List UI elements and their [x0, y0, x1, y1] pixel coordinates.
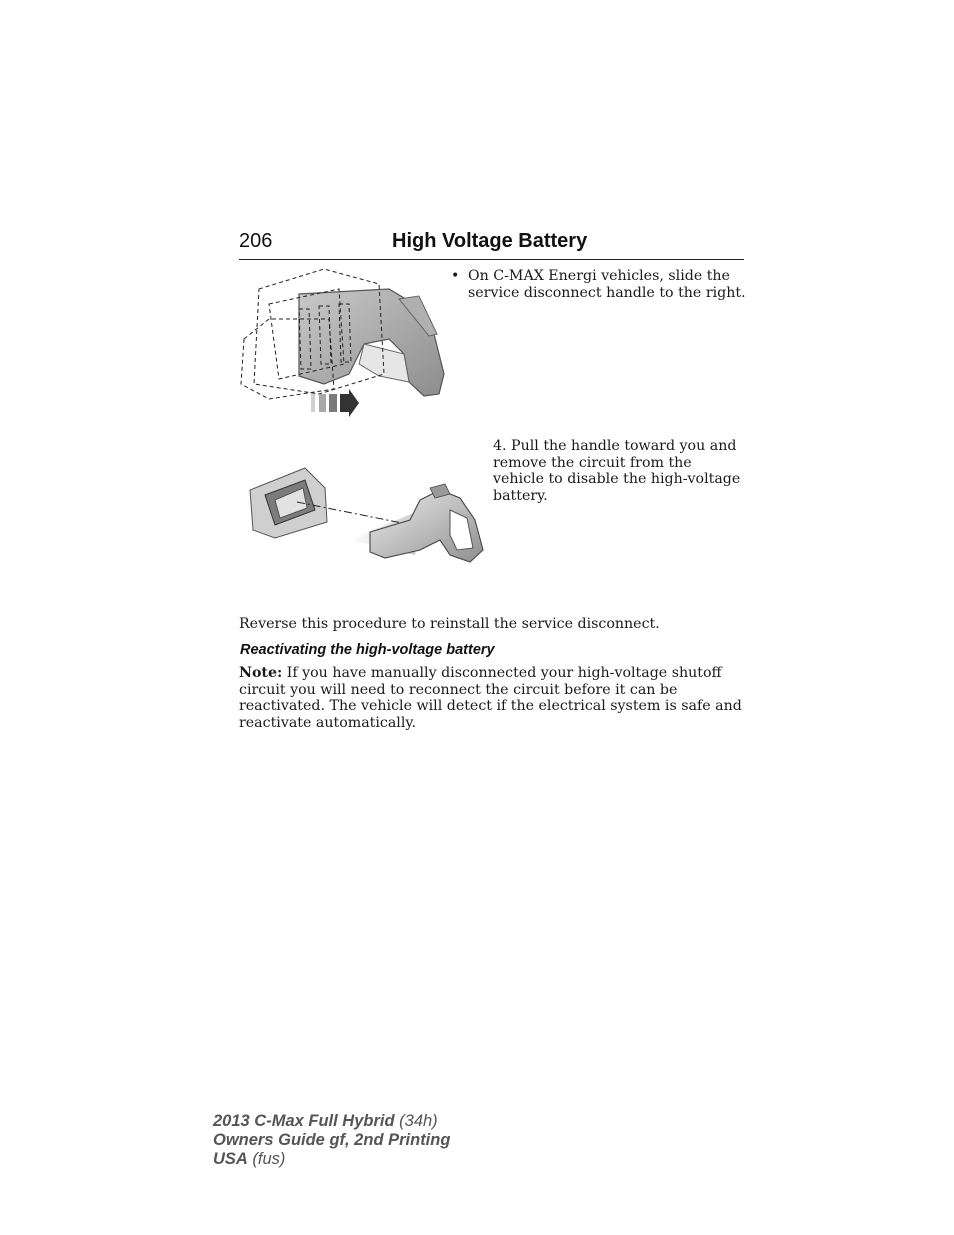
footer-market-code: (fus) [247, 1150, 286, 1168]
footer-model-code: (34h) [394, 1112, 438, 1130]
note-label: Note: [239, 665, 283, 681]
service-disconnect-slide-illustration [239, 264, 449, 419]
reactivating-subheading: Reactivating the high-voltage battery [240, 642, 495, 658]
page-footer [213, 1112, 450, 1169]
footer-model: 2013 C-Max Full Hybrid [213, 1112, 395, 1130]
section-title: High Voltage Battery [392, 230, 588, 252]
bullet-symbol: • [451, 268, 460, 284]
footer-market: USA [213, 1150, 248, 1168]
page-header [239, 229, 744, 260]
note-paragraph [239, 665, 749, 731]
page-number: 206 [239, 230, 273, 252]
service-disconnect-removal-illustration [245, 460, 490, 570]
reinstall-paragraph: Reverse this procedure to reinstall the service disconnect. [239, 616, 660, 632]
footer-line-2: Owners Guide gf, 2nd Printing [213, 1131, 451, 1149]
note-text: If you have manually disconnected your high-voltage shutoff circuit you will need to reconnect the circuit before it can be reactivated. The vehicle will detect if the electrical system is safe and reactivate automatically. [239, 665, 742, 731]
bullet-text: On C-MAX Energi vehicles, slide the service disconnect handle to the right. [468, 268, 746, 301]
footer-line-3 [213, 1150, 450, 1169]
footer-line-1 [213, 1112, 450, 1131]
step-4-text: 4. Pull the handle toward you and remove the circuit from the vehicle to disable the high-voltage battery. [493, 438, 741, 504]
